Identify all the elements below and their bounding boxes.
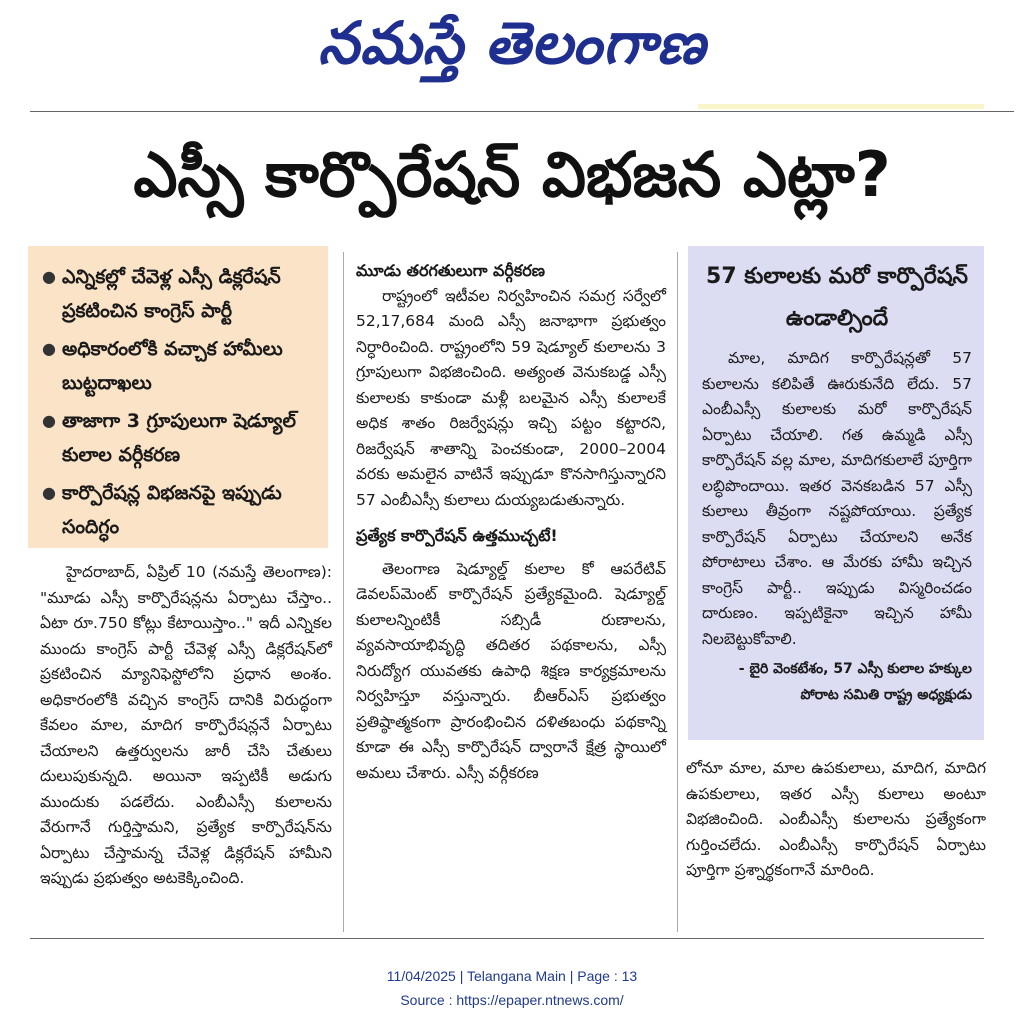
sidebar-title: 57 కులాలకు మరో కార్పొరేషన్ ఉండాల్సిందే [706, 264, 968, 331]
subheading: మూడు తరగతులుగా వర్గీకరణ [356, 261, 545, 280]
subheading: ప్రత్యేక కార్పొరేషన్ ఉత్తముచ్చటే! [356, 526, 558, 545]
highlight-item: ● తాజాగా 3 గ్రూపులుగా షెడ్యూల్ కులాల వర్గీకరణ [42, 404, 318, 472]
quote-sidebar [688, 246, 984, 740]
article-paragraph: హైదరాబాద్, ఏప్రిల్ 10 (నమస్తే తెలంగాణ): "మూడు ఎస్సీ కార్పొరేషన్లను ఏర్పాటు చేస్తాం.. ఏటా రూ.750 కోట్లు కేటాయిస్తాం.." ఇదీ ఎన్నికల ముందు కాంగ్రెస్ పార్టీ చేవెళ్ల ఎస్సీ డిక్లరేషన్‌లో ప్రకటించిన మ్యానిఫెస్టోలోని ప్రధాన అంశం. అధికారంలోకి వచ్చిన కాంగ్రెస్ దానికి విరుద్ధంగా కేవలం మాల, మాదిగ కార్పొరేషన్లనే ఏర్పాటు చేయాలని ఉత్తర్వులను జారీ చేసి చేతులు దులుపుకున్నది. అయినా ఇప్పటికీ అడుగు ముందుకు పడలేదు. ఎంబీఎస్సీ కులాలను వేరుగానే గుర్తిస్తామని, ప్రత్యేక కార్పొరేషన్‌ను ఏర్పాటు చేస్తామన్న చేవెళ్ల డిక్లరేషన్ హామీని ఇప్పుడు ప్రభుత్వం అటకెక్కించింది. [40, 563, 332, 887]
masthead-title: నమస్తే తెలంగాణ [318, 8, 706, 77]
highlight-item: ● ఎన్నికల్లో చేవెళ్ల ఎస్సీ డిక్లరేషన్ ప్రకటించిన కాంగ్రెస్ పార్టీ [42, 260, 318, 328]
article-paragraph: రాష్ట్రంలో ఇటీవల నిర్వహించిన సమగ్ర సర్వేలో 52,17,684 మంది ఎస్సీ జనాభాగా ప్రభుత్వం నిర్ధారించింది. రాష్ట్రంలోని 59 షెడ్యూల్ కులాలను 3 గ్రూపులుగా విభజించింది. అత్యంత వెనుకబడ్డ ఎస్సీ కులాలకు కాకుండా మళ్లీ బలమైన ఎస్సీ కులాలకే అధిక శాతం రిజర్వేషన్లు ఇచ్చి పట్టం కట్టారని, రిజర్వేషన్ శాతాన్ని పెంచకుండా, 2000–2004 వరకు అమలైన వాటినే ఇప్పుడూ కొనసాగిస్తున్నారని 57 ఎంబీఎస్సీ కులాలు దుయ్యబడుతున్నారు. [356, 286, 666, 509]
article-paragraph: తెలంగాణ షెడ్యూల్డ్ కులాల కో ఆపరేటివ్ డెవలప్‌మెంట్ కార్పొరేషన్ ప్రత్యేకమైంది. షెడ్యూల్డ్ కులాలన్నింటికీ సబ్సిడీ రుణాలను, వ్యవసాయాభివృద్ధి తదితర పథకాలను, ఎస్సీ నిరుద్యోగ యువతకు ఉపాధి శిక్షణ కార్యక్రమాలను నిర్వహిస్తూ వస్తున్నారు. బీఆర్ఎస్ ప్రభుత్వం ప్రతిష్ఠాత్మకంగా ప్రారంభించిన దళితబంధు పథకాన్ని కూడా ఈ ఎస్సీ కార్పొరేషన్ ద్వారానే క్షేత్ర స్థాయిలో అమలు చేశారు. ఎస్సీ వర్గీకరణ [356, 559, 666, 782]
article-paragraph: లోనూ మాల, మాల ఉపకులాలు, మాదిగ, మాదిగ ఉపకులాలు, ఇతర ఎస్సీ కులాలు అంటూ విభజించింది. ఎంబీఎస్సీ కులాలను ప్రత్యేకంగా గుర్తించలేదు. ఎంబీఎస్సీ కార్పొరేషన్ ఏర్పాటు పూర్తిగా ప్రశ్నార్థకంగానే మారింది. [686, 759, 986, 879]
sidebar-body: మాల, మాదిగ కార్పొరేషన్లతో 57 కులాలను కలిపితే ఊరుకునేది లేదు. 57 ఎంబీఎస్సీ కులాలకు మరో కార్పొరేషన్ ఏర్పాటు చేయాలి. గత ఉమ్మడి ఎస్సీ కార్పొరేషన్ వల్ల మాల, మాదిగకులాలే పూర్తిగా లబ్ధిపొందాయి. ఇతర వెనకబడిన 57 ఎస్సీ కులాలు తీవ్రంగా నష్టపోయాయి. ప్రత్యేక కార్పొరేషన్ ఏర్పాటు చేయాలని అనేక పోరాటాలు చేశాం. ఆ మేరకు హామీ ఇచ్చిన కాంగ్రెస్ పార్టీ.. ఇప్పుడు విస్మరించడం దారుణం. ఇప్పటికైనా ఇచ్చిన హామీ నిలబెట్టుకోవాలి. [702, 349, 972, 648]
bullet-icon: ● [42, 483, 56, 502]
footer-date-line: 11/04/2025 | Telangana Main | Page : 13 [386, 968, 638, 984]
column-divider [343, 252, 344, 932]
bullet-icon: ● [42, 267, 56, 286]
article-column-2 [356, 258, 666, 786]
masthead [0, 0, 1024, 100]
bullet-icon: ● [42, 411, 56, 430]
bullet-icon: ● [42, 339, 56, 358]
highlight-item: ● కార్పొరేషన్ల విభజనపై ఇప్పుడు సందిగ్ధం [42, 476, 318, 544]
article-column-1 [40, 560, 332, 892]
article-column-3 [686, 756, 986, 884]
headline: ఎస్సీ కార్పొరేషన్ విభజన ఎట్లా? [133, 138, 891, 211]
top-divider [30, 111, 1014, 112]
top-accent-bar [698, 104, 984, 109]
footer-source-line: Source : https://epaper.ntnews.com/ [400, 992, 624, 1008]
highlights-box [28, 246, 328, 548]
bottom-divider [30, 938, 984, 939]
column-divider [677, 252, 678, 932]
sidebar-attribution: - బైరి వెంకటేశం, 57 ఎస్సీ కులాల హక్కుల పోరాట సమితి రాష్ట్ర అధ్యక్షుడు [738, 661, 972, 703]
highlight-item: ● అధికారంలోకి వచ్చాక హామీలు బుట్టదాఖలు [42, 332, 318, 400]
